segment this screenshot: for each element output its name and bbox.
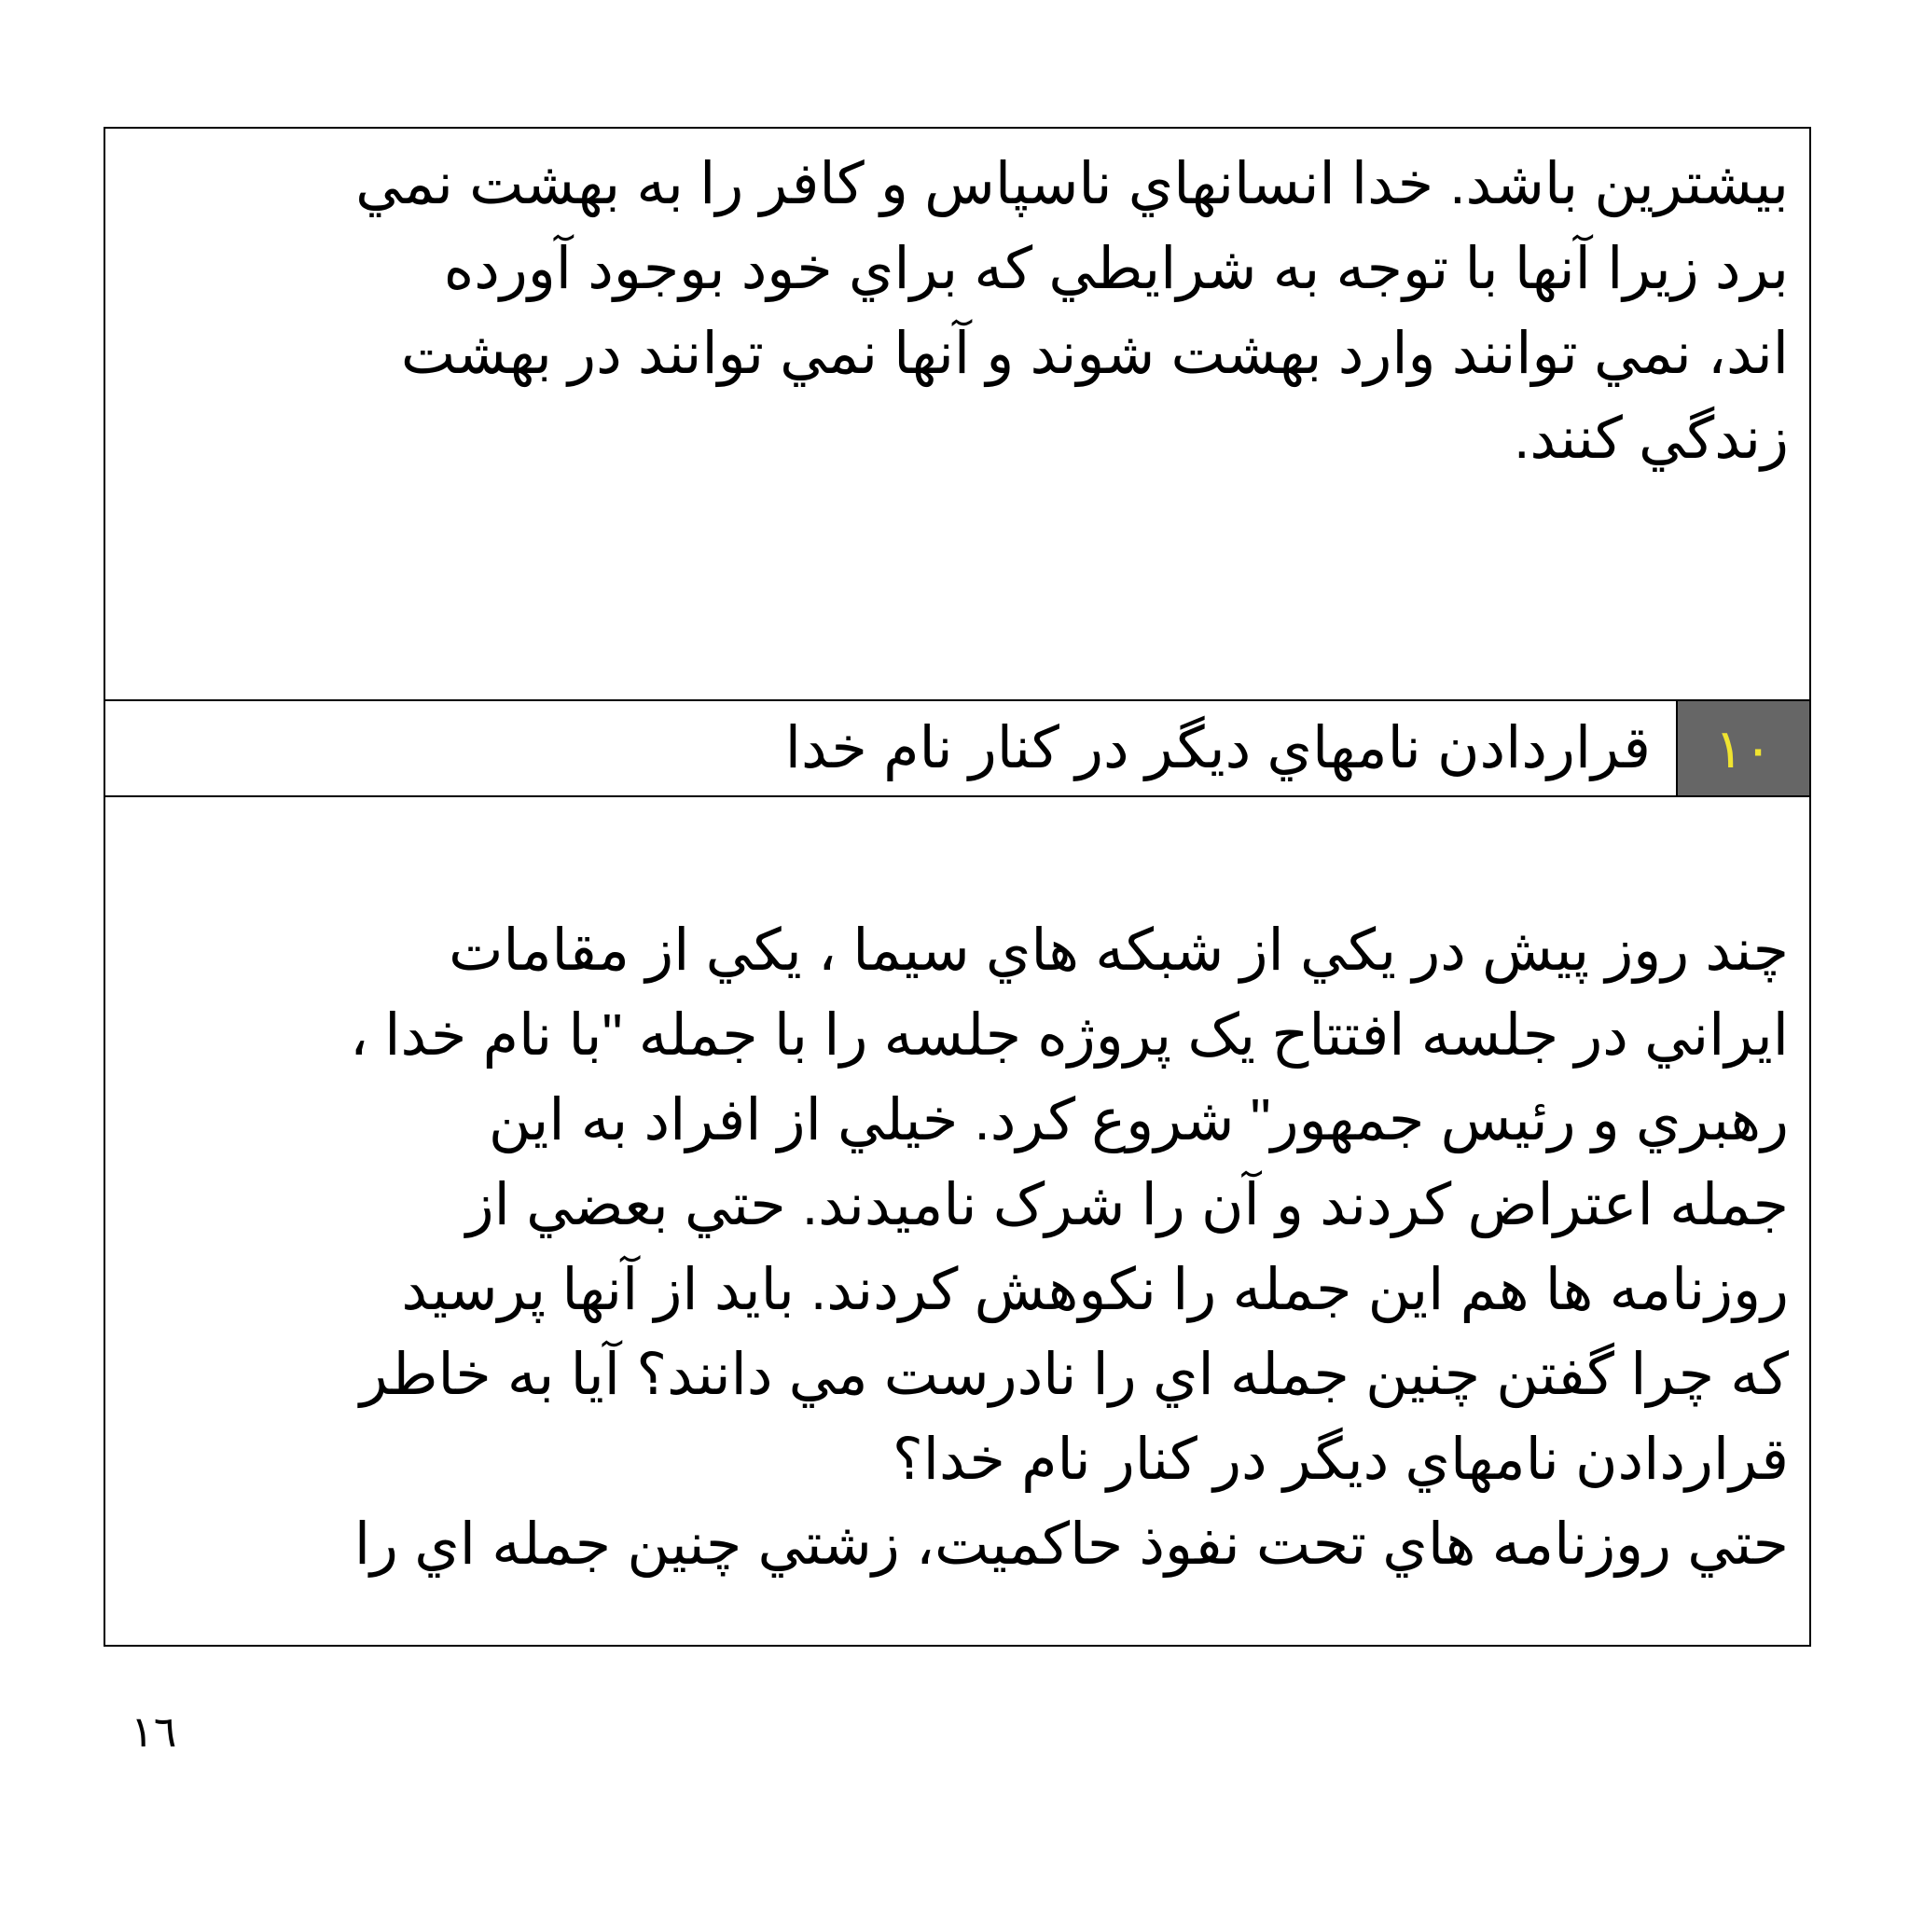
section-number-badge: ١٠ xyxy=(1676,701,1809,795)
page-number: ١٦ xyxy=(131,1707,177,1756)
body-paragraph: چند روز پيش در يکي از شبکه هاي سيما ، يکي از مقامات ايراني در جلسه افتتاح يک پروژه جلسه را با جمله "با نام خدا ، رهبري و رئيس جمهور" شروع کرد. خيلي از افراد به اين جمله اعتراض کردند و آن را شرک ناميدند. حتي بعضي از روزنامه ها هم اين جمله را نکوهش کردند. بايد از آنها پرسيد که چرا گفتن چنين جمله اي را نادرست مي دانند؟ آيا به خاطر قراردادن نامهاي ديگر در کنار نام خدا؟ حتي روزنامه هاي تحت نفوذ حاکميت، زشتي چنين جمله اي را xyxy=(350,918,1789,1577)
content-table xyxy=(104,127,1811,1647)
top-paragraph: بيشترين باشد. خدا انسانهاي ناسپاس و کافر را به بهشت نمي برد زيرا آنها با توجه به شرايطي که براي خود بوجود آورده اند، نمي توانند وارد بهشت شوند و آنها نمي توانند در بهشت زندگي کنند. xyxy=(355,152,1789,471)
body-text-cell xyxy=(105,797,1809,1645)
section-title: قراردادن نامهاي ديگر در کنار نام خدا xyxy=(784,716,1651,780)
section-heading-row xyxy=(105,701,1809,797)
top-text-cell xyxy=(105,129,1809,701)
